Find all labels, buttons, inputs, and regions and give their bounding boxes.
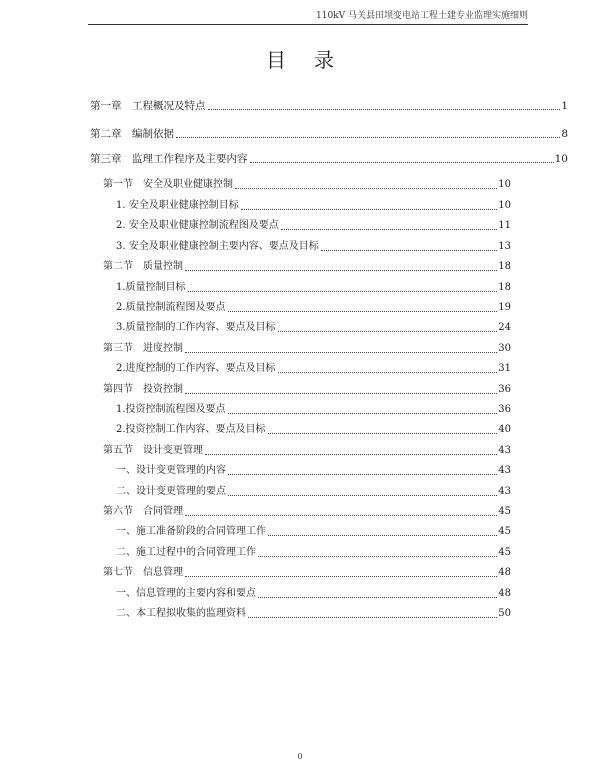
toc-label: 2.进度控制的工作内容、要点及目标 — [116, 363, 276, 374]
toc-label: 二、施工过程中的合同管理工作 — [116, 547, 256, 558]
leader-dots — [278, 330, 498, 332]
leader-dots — [248, 616, 497, 618]
toc-chapter — [90, 99, 568, 113]
leader-dots — [268, 534, 497, 536]
toc-section — [103, 505, 511, 519]
leader-dots — [205, 453, 497, 455]
leader-dots — [278, 371, 498, 373]
toc-chapter — [90, 127, 568, 141]
leader-dots — [268, 432, 498, 434]
toc-label: 1. 安全及职业健康控制目标 — [116, 200, 239, 211]
toc-item — [116, 199, 511, 213]
toc-page: 40 — [498, 424, 511, 435]
toc-label: 3.质量控制的工作内容、要点及目标 — [116, 322, 276, 333]
toc-item — [116, 485, 511, 499]
leader-dots — [176, 136, 560, 138]
leader-dots — [228, 494, 497, 496]
toc-page: 18 — [498, 282, 511, 293]
leader-dots — [258, 555, 497, 557]
toc-page: 43 — [498, 486, 511, 497]
toc-item — [116, 240, 511, 254]
toc-item — [116, 219, 511, 233]
toc-label: 第二节 质量控制 — [103, 261, 183, 272]
toc-page: 30 — [498, 343, 511, 354]
leader-dots — [235, 187, 497, 189]
leader-dots — [281, 228, 498, 230]
toc-page: 36 — [498, 404, 511, 415]
toc-label: 2.投资控制工作内容、要点及目标 — [116, 424, 266, 435]
toc-page: 8 — [561, 128, 568, 140]
toc-page: 19 — [498, 302, 511, 313]
toc-section — [103, 260, 511, 274]
toc-label: 第二章 编制依据 — [90, 128, 174, 140]
toc-label: 一、施工准备阶段的合同管理工作 — [116, 526, 266, 537]
toc-label: 二、设计变更管理的要点 — [116, 486, 226, 497]
toc-section — [103, 178, 511, 192]
toc-item — [116, 403, 511, 417]
leader-dots — [185, 575, 497, 577]
toc-item — [116, 607, 511, 621]
leader-dots — [185, 269, 497, 271]
toc-section — [103, 342, 511, 356]
toc-page: 18 — [498, 261, 511, 272]
toc-section — [103, 566, 511, 580]
toc-page: 13 — [498, 241, 511, 252]
toc-page: 24 — [498, 322, 511, 333]
toc-page: 45 — [498, 526, 511, 537]
toc-label: 3. 安全及职业健康控制主要内容、要点及目标 — [116, 241, 319, 252]
toc-label: 第五节 设计变更管理 — [103, 445, 203, 456]
leader-dots — [185, 392, 497, 394]
toc-item — [116, 362, 511, 376]
toc-page: 36 — [498, 384, 511, 395]
toc-page: 43 — [498, 465, 511, 476]
toc-page: 45 — [498, 547, 511, 558]
header-text: 110kV 马关县田坝变电站工程土建专业监理实施细则 — [316, 11, 528, 21]
leader-dots — [185, 351, 497, 353]
toc-label: 第七节 信息管理 — [103, 567, 183, 578]
toc-item — [116, 546, 511, 560]
toc-page: 43 — [498, 445, 511, 456]
toc-label: 第六节 合同管理 — [103, 506, 183, 517]
toc-page: 45 — [498, 506, 511, 517]
toc-item — [116, 587, 511, 601]
toc-label: 2.质量控制流程图及要点 — [116, 302, 226, 313]
leader-dots — [208, 108, 561, 110]
toc-item — [116, 423, 511, 437]
toc-label: 第一节 安全及职业健康控制 — [103, 179, 233, 190]
leader-dots — [228, 310, 498, 312]
toc-item — [116, 321, 511, 335]
toc-page: 11 — [498, 220, 511, 231]
leader-dots — [258, 596, 497, 598]
toc-label: 一、设计变更管理的内容 — [116, 465, 226, 476]
leader-dots — [241, 208, 498, 210]
leader-dots — [321, 249, 498, 251]
toc-item — [116, 281, 511, 295]
toc-label: 1.质量控制目标 — [116, 282, 186, 293]
toc-item — [116, 525, 511, 539]
leader-dots — [250, 161, 554, 163]
toc-page: 48 — [498, 567, 511, 578]
toc-label: 第三节 进度控制 — [103, 343, 183, 354]
toc-page: 10 — [554, 153, 568, 165]
page-number: 0 — [297, 752, 303, 761]
toc-page: 10 — [498, 179, 511, 190]
toc-label: 第一章 工程概况及特点 — [90, 100, 206, 112]
toc-label: 2. 安全及职业健康控制流程图及要点 — [116, 220, 279, 231]
toc-page: 1 — [561, 100, 568, 112]
toc-label: 第四节 投资控制 — [103, 384, 183, 395]
toc-label: 二、本工程拟收集的监理资料 — [116, 608, 246, 619]
toc-chapter — [90, 152, 568, 166]
toc-item — [116, 301, 511, 315]
page-title: 目录 — [266, 48, 362, 72]
toc-section — [103, 383, 511, 397]
toc-page: 48 — [498, 588, 511, 599]
toc-label: 第三章 监理工作程序及主要内容 — [90, 153, 248, 165]
toc-page: 10 — [498, 200, 511, 211]
toc-item — [116, 464, 511, 478]
leader-dots — [228, 473, 497, 475]
leader-dots — [185, 514, 497, 516]
toc-page: 31 — [498, 363, 511, 374]
toc-page: 50 — [498, 608, 511, 619]
toc-label: 一、信息管理的主要内容和要点 — [116, 588, 256, 599]
leader-dots — [228, 412, 498, 414]
toc-section — [103, 444, 511, 458]
leader-dots — [188, 290, 498, 292]
toc-label: 1.投资控制流程图及要点 — [116, 404, 226, 415]
